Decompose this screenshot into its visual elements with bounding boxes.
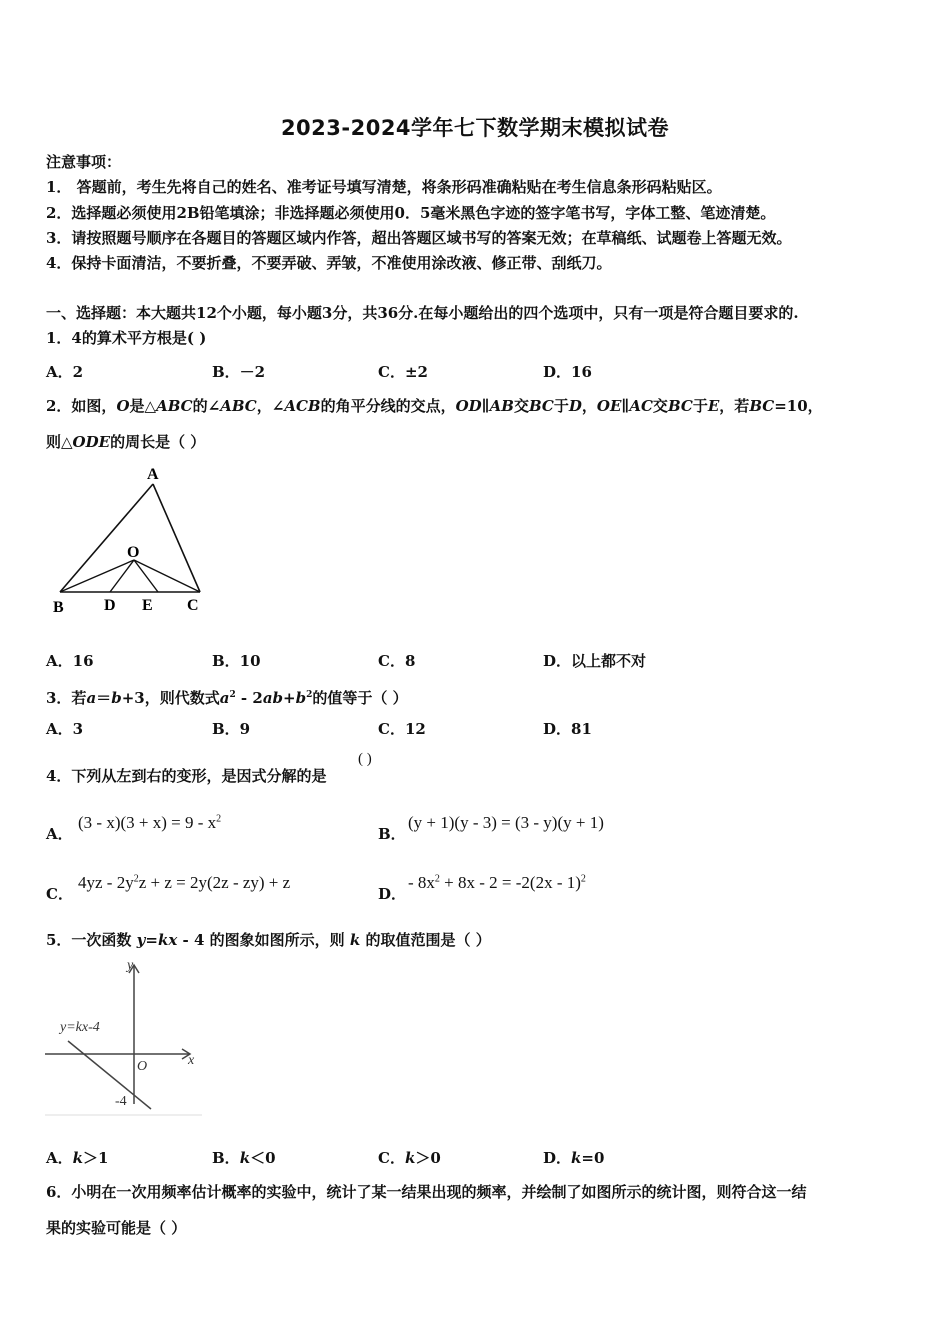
- notice-heading: 注意事项：: [46, 153, 122, 171]
- q3-option-d: D．81: [543, 720, 592, 738]
- q5-option-c: C．k＞0: [378, 1149, 441, 1167]
- x-label: x: [188, 1053, 195, 1068]
- line-equation-label: y=kx-4: [60, 1020, 100, 1035]
- q2-option-c: C．8: [378, 652, 416, 670]
- section-heading: 一、选择题：本大题共12个小题，每小题3分，共36分.在每小题给出的四个选项中，只有一项是符合题目要求的.: [46, 304, 799, 322]
- q4-option-b-label: B．: [378, 825, 406, 843]
- q5-stem: 5．一次函数 y=kx - 4 的图象如图所示，则 k 的取值范围是（ ）: [46, 931, 491, 949]
- q1-option-d: D．16: [543, 363, 592, 381]
- q6-stem-line1: 6．小明在一次用频率估计概率的实验中，统计了某一结果出现的频率，并绘制了如图所示的统计图，则符合这一结: [46, 1183, 807, 1201]
- y-label: y: [127, 958, 134, 973]
- q2-option-a: A．16: [46, 652, 94, 670]
- q4-option-a-expr: $(3 - x)(3 + x) = 9 - x^2$: [78, 813, 222, 832]
- q4-option-d-expr: - $8x^2 + 8x - 2 = -2(2x - 1)^2$: [408, 873, 586, 892]
- label-c: C: [187, 597, 199, 614]
- q4-option-a-label: A．: [46, 825, 73, 843]
- q5-option-d: D．k=0: [543, 1149, 605, 1167]
- page-title: 2023-2024学年七下数学期末模拟试卷: [280, 116, 670, 140]
- label-o: O: [127, 544, 140, 561]
- function-line: [68, 1041, 151, 1109]
- y-intercept-label: -4: [115, 1094, 127, 1109]
- notice-item-4: 4．保持卡面清洁，不要折叠，不要弄破、弄皱，不准使用涂改液、修正带、刮纸刀。: [46, 254, 612, 272]
- origin-label: O: [137, 1059, 148, 1074]
- q6-stem-line2: 果的实验可能是（ ）: [46, 1219, 187, 1237]
- q1-option-c: C．±2: [378, 363, 428, 381]
- q5-option-b: B．k＜0: [212, 1149, 276, 1167]
- q3-option-b: B．9: [212, 720, 251, 738]
- q2-stem-line2: 则△ODE的周长是（ ）: [46, 433, 206, 451]
- edge-ac: [153, 484, 200, 592]
- segment-oe: [134, 560, 158, 592]
- q2-option-b: B．10: [212, 652, 261, 670]
- q4-option-d-label: D．: [378, 885, 407, 903]
- label-b: B: [53, 599, 64, 616]
- label-e: E: [142, 597, 153, 614]
- q2-option-d: D．以上都不对: [543, 652, 647, 670]
- q3-stem: 3．若a＝b+3，则代数式$a^2 - 2ab+b^2$的值等于（ ）: [46, 689, 408, 707]
- q3-option-a: A．3: [46, 720, 84, 738]
- q1-option-a: A．2: [46, 363, 84, 381]
- segment-bo: [60, 560, 134, 592]
- notice-item-2: 2．选择题必须使用2B铅笔填涂；非选择题必须使用0．5毫米黑色字迹的签字笔书写，字体工整、笔迹清楚。: [46, 204, 776, 222]
- q4-option-c-expr: $4yz - 2y^2z + z = 2y(2z - zy) + z$: [78, 873, 291, 892]
- q4-paren: ( ): [358, 751, 372, 767]
- q4-option-c-label: C．: [46, 885, 73, 903]
- q1-stem: 1．4的算术平方根是( ): [46, 329, 207, 347]
- segment-co: [134, 560, 200, 592]
- q5-graph-figure: [44, 955, 206, 1117]
- q4-stem: 4．下列从左到右的变形，是因式分解的是: [46, 767, 327, 785]
- notice-item-1: 1． 答题前，考生先将自己的姓名、准考证号填写清楚，将条形码准确粘贴在考生信息条形码粘贴区。: [46, 178, 722, 196]
- q3-option-c: C．12: [378, 720, 426, 738]
- edge-ba: [60, 484, 153, 592]
- q1-option-b: B．－2: [212, 363, 266, 381]
- q2-stem-line1: 2．如图，O是△ABC的∠ABC，∠ACB的角平分线的交点，OD∥AB交BC于D，OE∥AC交BC于E，若BC=10，: [46, 397, 823, 415]
- label-d: D: [104, 597, 116, 614]
- q2-triangle-figure: [48, 462, 218, 616]
- q4-option-b-expr: (y + 1)(y - 3) = (3 - y)(y + 1): [408, 813, 604, 832]
- notice-item-3: 3．请按照题号顺序在各题目的答题区域内作答，超出答题区域书写的答案无效；在草稿纸、试题卷上答题无效。: [46, 229, 792, 247]
- q5-option-a: A．k＞1: [46, 1149, 109, 1167]
- label-a: A: [147, 466, 159, 483]
